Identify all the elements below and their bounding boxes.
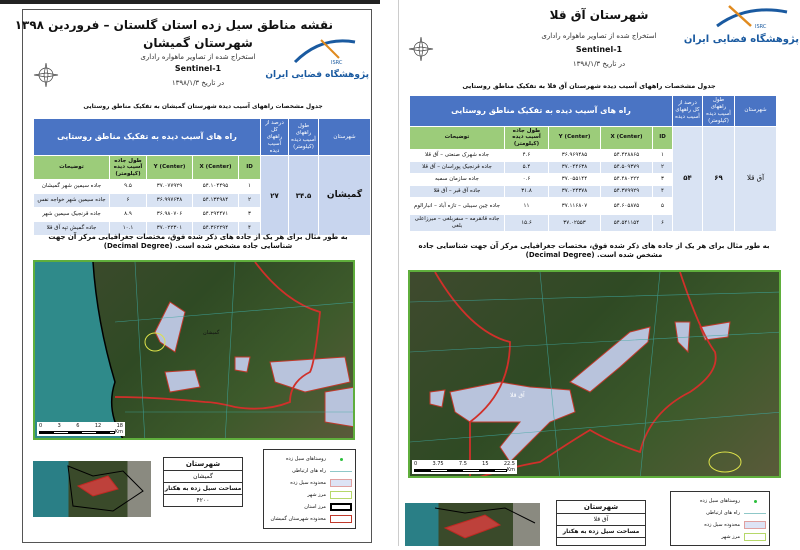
satellite-name: Sentinel-1 [575, 45, 623, 54]
county-title: شهرستان گمیشان [143, 36, 253, 50]
subheader-id: ID [239, 156, 261, 180]
row-y: ۳۶.۹۶۹۴۸۵ [549, 150, 601, 162]
row-y: ۳۷.۰۲۵۵۳ [549, 215, 601, 232]
legend-label: راه های ارتباطی [705, 510, 740, 516]
scale-label: 22.5 [503, 461, 515, 467]
scale-label: 0 [414, 461, 418, 467]
isrc-logo [683, 4, 799, 46]
info-area-label: مساحت سیل زده به هکتار [164, 483, 242, 495]
row-length: ۰.۶ [505, 174, 549, 186]
info-area-label: مساحت سیل زده به هکتار [557, 526, 645, 538]
roads [115, 262, 355, 440]
flood-map-graphics [35, 262, 355, 440]
date-text: در تاریخ ۱۳۹۸/۱/۳ [572, 60, 626, 68]
row-description: جاده سیمین شهر خواجه نفس [34, 194, 110, 208]
legend-label: مرز استان [304, 504, 326, 510]
county-boundary [435, 272, 716, 478]
source-text: استخراج شده از تصاویر ماهواره راداری [140, 53, 256, 61]
row-x: ۵۴.۵۴۱۱۵۴ [601, 215, 653, 232]
page-title: نقشه مناطق سیل زده استان گلستان – فروردین ۱۳۹۸ [14, 18, 333, 32]
row-y: ۳۶.۹۹۷۶۳۸ [147, 194, 193, 208]
subheader-id: ID [653, 126, 673, 150]
compass-icon [29, 58, 63, 92]
legend-label: مرز شهر [307, 492, 326, 498]
county-info-box [163, 457, 243, 507]
flood-swatch-icon [744, 521, 766, 529]
row-length: ۱۱ [505, 198, 549, 215]
row-description: جاده قانقرمه – سفربلغی – میرزاعلی بلغی [410, 215, 505, 232]
flood-map-graphics [410, 272, 781, 478]
village-dot-icon [340, 458, 343, 461]
header-group: راه های آسیب دیده به تفکیک مناطق روستایی [34, 119, 261, 156]
village-dot-icon [754, 500, 757, 503]
compass-icon [404, 32, 438, 66]
scale-bar [37, 422, 125, 436]
row-id: ۲ [239, 194, 261, 208]
row-length: ۹.۵ [110, 180, 147, 194]
cell-percent: ۲۷ [261, 156, 289, 236]
row-id: ۴ [653, 186, 673, 198]
info-county-label: شهرستان [557, 501, 645, 514]
legend-label: روستاهای سیل زده [285, 456, 326, 462]
subheader-y: Y (Center) [147, 156, 193, 180]
row-length: ۴.۶ [505, 150, 549, 162]
row-y: ۳۷.۰۷۷۹۲۹ [147, 180, 193, 194]
info-county: گمیشان [164, 471, 242, 483]
scale-unit: Km [506, 467, 515, 473]
header-length: طول راههای آسیب دیده (کیلومتر) [289, 119, 319, 156]
row-x: ۵۴.۱۰۴۴۹۵ [193, 180, 239, 194]
county-title: شهرستان آق قلا [549, 8, 649, 22]
info-area: ۴۲۰۰ [196, 497, 210, 504]
damaged-roads-table [33, 118, 371, 236]
legend-label: محدوده شهرستان گمیشان [270, 516, 326, 522]
sea-area [35, 262, 125, 440]
table-caption: جدول مشخصات راههای آسیب دیده شهرستان آق قلا به تفکیک مناطق روستایی [462, 82, 716, 90]
legend-label: محدوده سیل زده [704, 522, 740, 528]
logo-text: پژوهشگاه فضایی ایران [265, 70, 369, 80]
cell-county: آق قلا [735, 126, 777, 232]
info-county-label: شهرستان [164, 458, 242, 471]
legend-label: محدوده سیل زده [290, 480, 326, 486]
scale-label: 6 [76, 423, 80, 429]
scale-label: 12 [94, 423, 102, 429]
cell-total-length: ۶۹ [703, 126, 735, 232]
row-x: ۵۴.۶۰۵۸۷۵ [601, 198, 653, 215]
row-length: ۸.۹ [110, 208, 147, 222]
scale-label: 3 [57, 423, 61, 429]
road-line-icon [744, 513, 766, 514]
satellite-name: Sentinel-1 [174, 64, 222, 73]
date-text: در تاریخ ۱۳۹۸/۱/۳ [171, 79, 225, 87]
row-x: ۵۴.۴۸۰۲۲۲ [601, 174, 653, 186]
subheader-road-length: طول جاده آسیب دیده (کیلومتر) [110, 156, 147, 180]
row-x: ۵۴.۴۲۸۸۶۵ [601, 150, 653, 162]
county-border-swatch-icon [330, 515, 352, 523]
svg-text:ISRC: ISRC [331, 60, 343, 66]
scale-label: 15 [482, 461, 489, 467]
city-boundary [709, 452, 741, 472]
cell-total-length: ۳۴.۵ [289, 156, 319, 236]
svg-text:ISRC: ISRC [755, 24, 767, 30]
table-caption: جدول مشخصات راههای آسیب دیده شهرستان گمیشان به تفکیک مناطق روستایی [83, 103, 323, 110]
aqqala-report-page [398, 0, 800, 546]
row-length: ۱۰.۱ [110, 222, 147, 236]
map-legend [263, 449, 356, 529]
scale-label: 18 [116, 423, 123, 429]
gomishan-report-page [14, 9, 372, 543]
flood-map [408, 270, 781, 478]
coordinates-note: به طور مثال برای هر یک از جاده های ذکر شده فوق، مختصات جغرافیایی مرکز آن جهت شناسایی جاده مشخص شده است. (Decimal Degree) [48, 233, 348, 251]
inset-map [33, 461, 151, 517]
province-border-swatch-icon [330, 503, 352, 511]
scale-label: 0 [39, 423, 43, 429]
row-x: ۵۴.۳۷۹۹۲۹ [601, 186, 653, 198]
info-county: آق قلا [557, 514, 645, 526]
logo-text: پژوهشگاه فضایی ایران [683, 34, 799, 45]
map-place-label: گمیشان [203, 330, 220, 336]
row-description: جاده سیمین شهر گمیشان [34, 180, 110, 194]
header-percent: درصد از کل راههای آسیب دیده [673, 96, 703, 127]
county-info-box [556, 500, 646, 546]
row-y: ۳۷.۰۲۲۳۰۱ [147, 222, 193, 236]
flood-map [33, 260, 355, 440]
header-county: شهرستان [319, 119, 371, 156]
row-id: ۴ [239, 222, 261, 236]
scale-label: 3.75 [432, 461, 444, 467]
row-description: جاده گمیش تپه آق قلا [34, 222, 110, 236]
isrc-logo-icon [707, 4, 797, 30]
scale-unit: Km [114, 429, 123, 435]
flood-swatch-icon [330, 479, 352, 487]
row-description: جاده قرنجیک پوراسان – آق قلا [410, 162, 505, 174]
row-description: جاده قرنجیک سیمین شهر [34, 208, 110, 222]
row-description: جاده چین سیبلی – تازه آباد – انبارالوم [410, 198, 505, 215]
row-description: جاده شهرک صنعتی – آق قلا [410, 150, 505, 162]
row-id: ۱ [239, 180, 261, 194]
row-id: ۶ [653, 215, 673, 232]
damaged-roads-table [409, 95, 777, 232]
cell-percent: ۵۴ [673, 126, 703, 232]
scale-label: 7.5 [458, 461, 467, 467]
coordinates-note: به طور مثال برای هر یک از جاده های ذکر شده فوق، مختصات جغرافیایی مرکز آن جهت شناسایی جاده مشخص شده است. (Decimal Degree) [418, 242, 770, 260]
row-y: ۳۶.۹۸۰۷۰۶ [147, 208, 193, 222]
header-county: شهرستان [735, 96, 777, 127]
row-length: ۵.۴ [505, 162, 549, 174]
header-length: طول راههای آسیب دیده (کیلومتر) [703, 96, 735, 127]
row-y: ۳۷.۰۵۵۱۴۴ [549, 174, 601, 186]
subheader-description: توضیحات [34, 156, 110, 180]
row-y: ۳۷.۰۴۴۶۳۸ [549, 162, 601, 174]
cell-county: گمیشان [319, 156, 371, 236]
row-id: ۵ [653, 198, 673, 215]
header-percent: درصد از کل راههای آسیب دیده [261, 119, 289, 156]
row-y: ۳۷.۰۲۴۳۷۸ [549, 186, 601, 198]
legend-label: مرز شهر [721, 534, 740, 540]
row-description: جاده سازمان سمبه [410, 174, 505, 186]
subheader-road-length: طول جاده آسیب دیده (کیلومتر) [505, 126, 549, 150]
source-text: استخراج شده از تصاویر ماهواره راداری [541, 32, 657, 40]
isrc-logo-icon [281, 32, 365, 66]
row-length: ۳۱.۸ [505, 186, 549, 198]
row-id: ۲ [653, 162, 673, 174]
row-id: ۱ [653, 150, 673, 162]
row-y: ۳۷.۱۱۶۸۰۷ [549, 198, 601, 215]
subheader-description: توضیحات [410, 126, 505, 150]
row-description: جاده آق قبر – آق قلا [410, 186, 505, 198]
legend-label: راه های ارتباطی [291, 468, 326, 474]
row-length: ۶ [110, 194, 147, 208]
subheader-x: X (Center) [193, 156, 239, 180]
city-border-swatch-icon [744, 533, 766, 541]
subheader-x: X (Center) [601, 126, 653, 150]
row-length: ۱۵.۶ [505, 215, 549, 232]
row-x: ۵۴.۳۶۲۲۹۴ [193, 222, 239, 236]
road-line-icon [330, 471, 352, 472]
inset-map [405, 503, 540, 546]
top-edge-bar [0, 0, 380, 4]
row-id: ۳ [653, 174, 673, 186]
subheader-y: Y (Center) [549, 126, 601, 150]
legend-label: روستاهای سیل زده [699, 498, 740, 504]
city-border-swatch-icon [330, 491, 352, 499]
row-x: ۵۴.۱۳۴۹۸۴ [193, 194, 239, 208]
scale-bar [412, 460, 517, 474]
map-legend [670, 491, 770, 546]
isrc-logo [265, 32, 369, 82]
row-x: ۵۴.۲۹۴۴۷۱ [193, 208, 239, 222]
header-group: راه های آسیب دیده به تفکیک مناطق روستایی [410, 96, 673, 127]
map-place-label: آق قلا [510, 392, 525, 399]
row-id: ۳ [239, 208, 261, 222]
row-x: ۵۴.۵۰۹۳۷۹ [601, 162, 653, 174]
